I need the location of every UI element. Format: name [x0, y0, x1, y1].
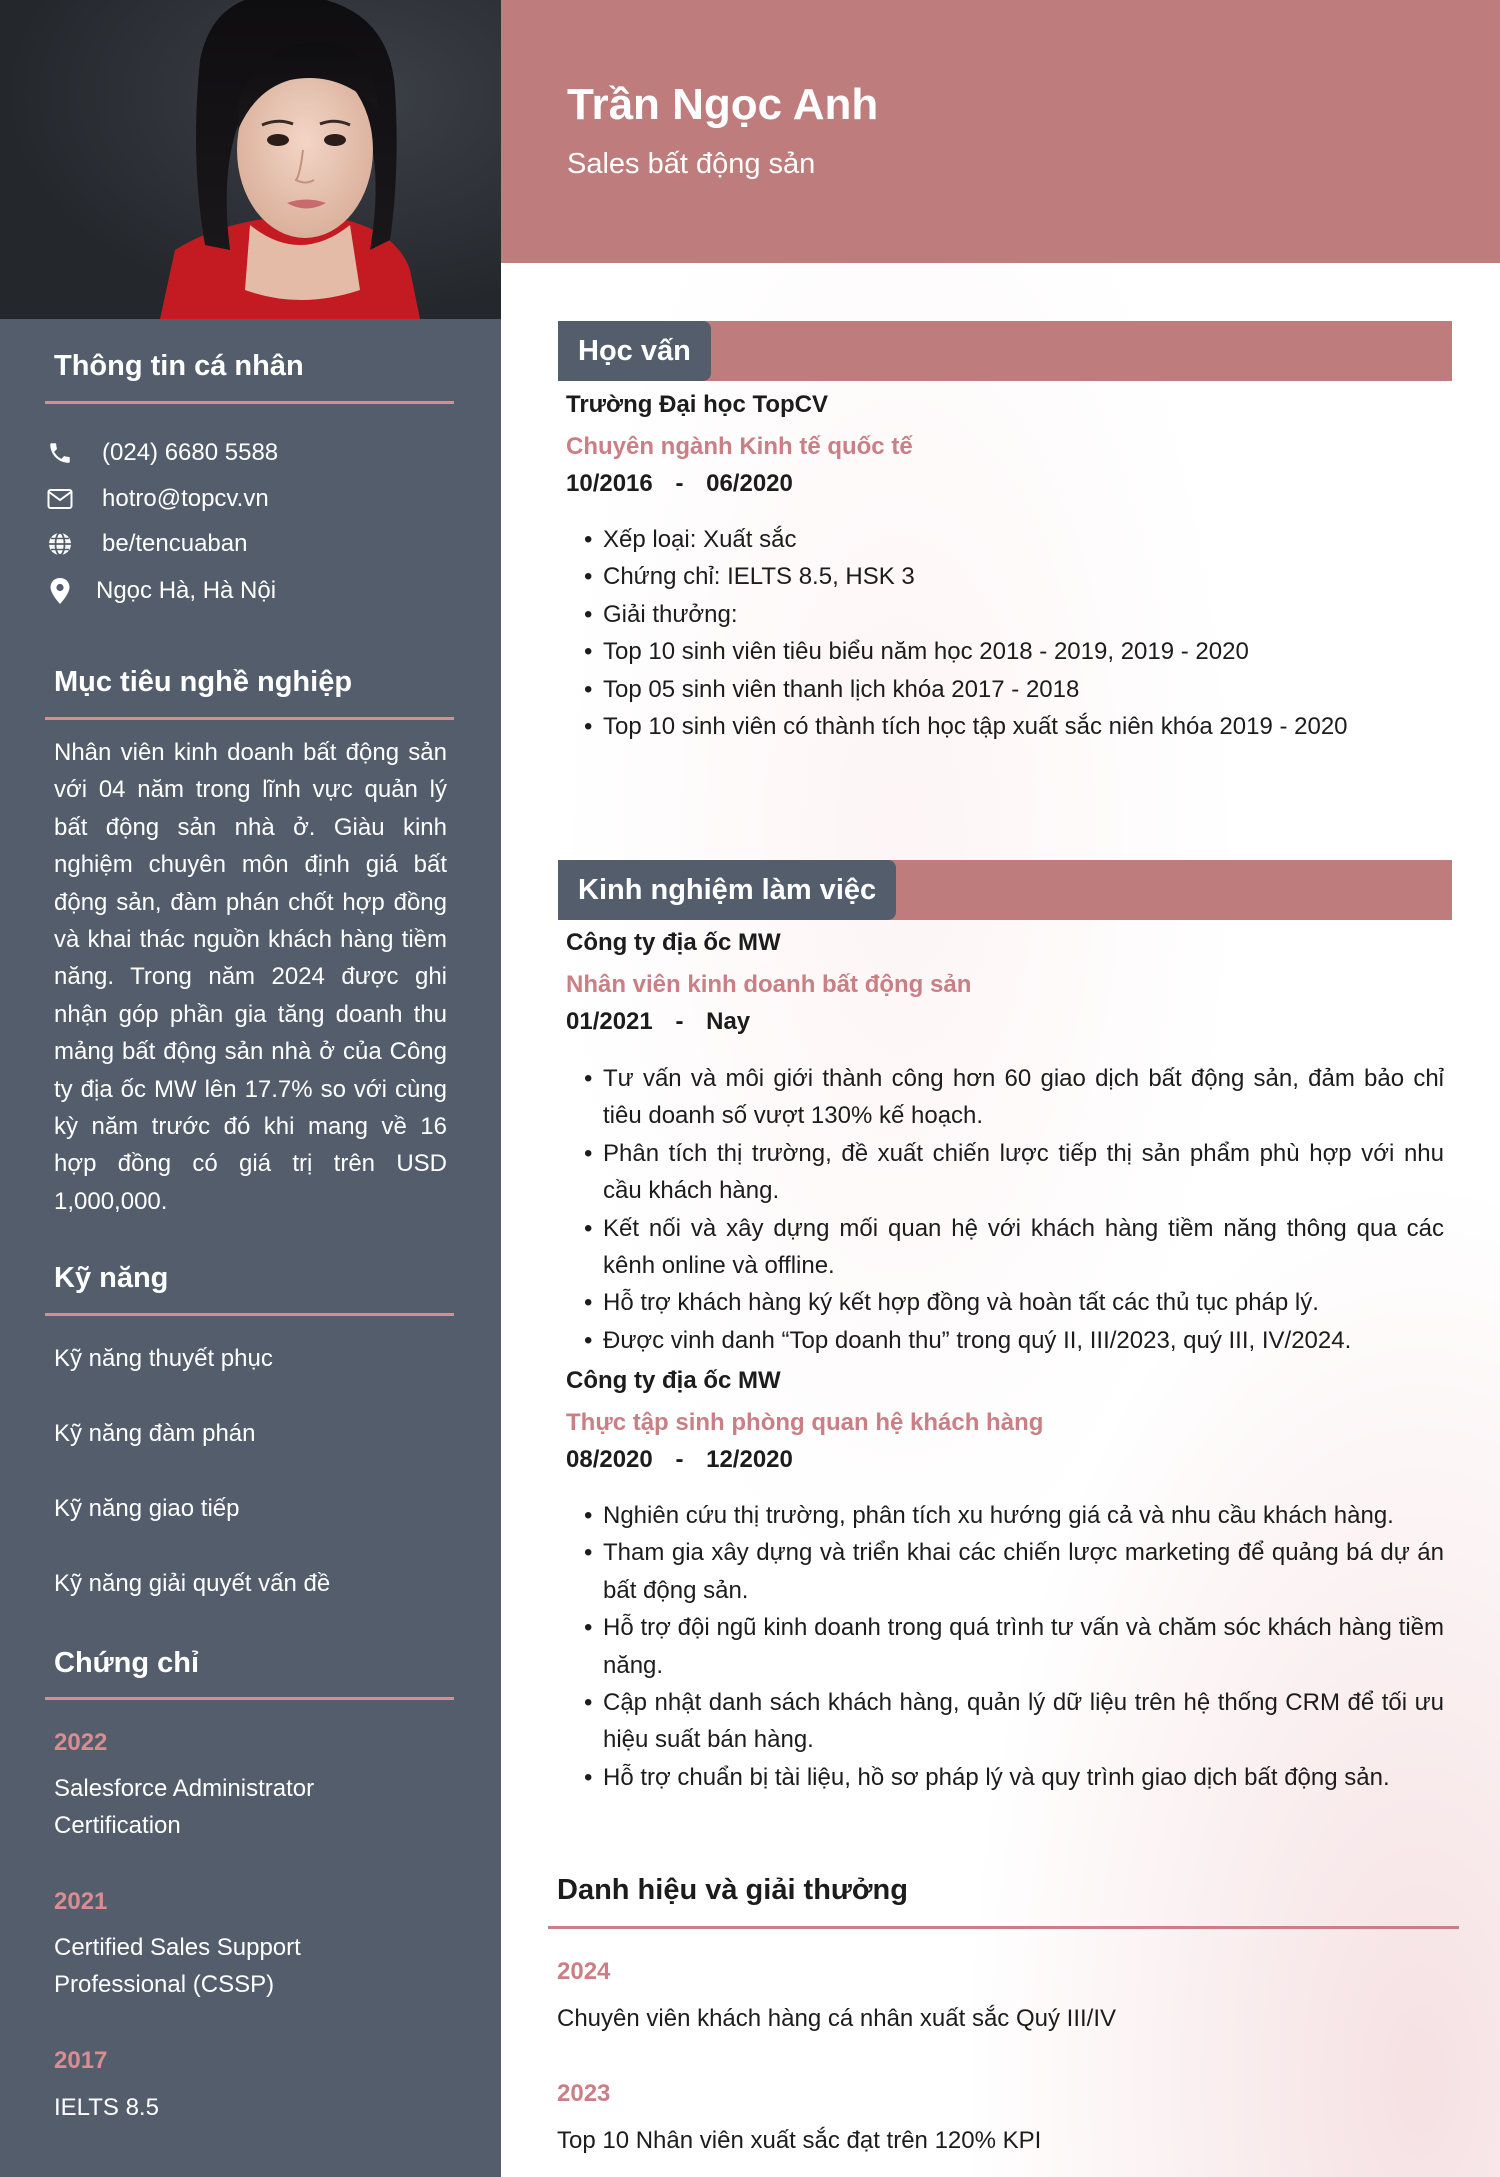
skill-item: Kỹ năng giao tiếp — [54, 1495, 240, 1522]
skill-item: Kỹ năng đàm phán — [54, 1420, 256, 1447]
job-responsibilities — [582, 1060, 1444, 1359]
experience-heading: Kinh nghiệm làm việc — [558, 860, 896, 920]
sidebar — [0, 0, 501, 2177]
list-item: • Top 10 sinh viên tiêu biểu năm học 2018 - 2019, 2019 - 2020 — [582, 633, 1444, 670]
address-text: Ngọc Hà, Hà Nội — [96, 577, 277, 604]
education-major: Chuyên ngành Kinh tế quốc tế — [566, 433, 913, 460]
certificate-year: 2017 — [54, 2047, 108, 2074]
list-item: • Hỗ trợ đội ngũ kinh doanh trong quá trình tư vấn và chăm sóc khách hàng tiềm năng. — [582, 1609, 1444, 1684]
list-item: • Hỗ trợ khách hàng ký kết hợp đồng và hoàn tất các thủ tục pháp lý. — [582, 1284, 1444, 1321]
contact-email — [44, 482, 269, 516]
period-separator: - — [675, 1446, 684, 1473]
period-end: Nay — [706, 1008, 751, 1035]
award-year: 2024 — [557, 1958, 611, 1985]
contact-address — [44, 574, 276, 608]
education-heading: Học vấn — [558, 321, 711, 381]
envelope-icon — [44, 483, 76, 515]
certificate-year: 2022 — [54, 1729, 108, 1756]
certificates-divider — [45, 1697, 454, 1700]
education-school: Trường Đại học TopCV — [566, 391, 828, 418]
period-end: 06/2020 — [706, 470, 793, 497]
period-separator: - — [675, 1008, 684, 1035]
contact-phone — [44, 436, 278, 470]
list-item: • Top 05 sinh viên thanh lịch khóa 2017 - 2018 — [582, 671, 1444, 708]
awards-divider — [548, 1926, 1459, 1929]
award-name: Top 10 Nhân viên xuất sắc đạt trên 120% KPI — [557, 2127, 1042, 2154]
career-objective-text: Nhân viên kinh doanh bất động sản với 04 năm trong lĩnh vực quản lý bất động sản nhà ở. Giàu kinh nghiệm chuyên môn định giá bất động sản, đàm phán chốt hợp đồng và khai thác nguồn khách hàng tiềm năng. Trong năm 2024 được ghi nhận góp phần gia tăng doanh thu mảng bất động sản nhà ở của Công ty địa ốc MW lên 17.7% so với cùng kỳ năm trước đó khi mang về 16 hợp đồng có giá trị trên USD 1,000,000. — [54, 739, 447, 1215]
map-pin-icon — [44, 575, 76, 607]
skill-item: Kỹ năng thuyết phục — [54, 1345, 273, 1372]
candidate-name: Trần Ngọc Anh — [567, 80, 879, 129]
certificate-name: Salesforce Administrator Certification — [54, 1775, 315, 1839]
list-item: • Giải thưởng: — [582, 596, 1444, 633]
education-details — [582, 521, 1444, 745]
globe-icon — [44, 528, 76, 560]
personal-info-divider — [45, 401, 454, 404]
certificate-name: IELTS 8.5 — [54, 2094, 159, 2121]
list-item: • Kết nối và xây dựng mối quan hệ với khách hàng tiềm năng thông qua các kênh online và offline. — [582, 1210, 1444, 1285]
profile-photo — [0, 0, 501, 319]
list-item: • Tham gia xây dựng và triển khai các chiến lược marketing để quảng bá dự án bất động sản. — [582, 1534, 1444, 1609]
job-period — [566, 1008, 750, 1036]
cv-header — [501, 0, 1500, 263]
skill-item: Kỹ năng giải quyết vấn đề — [54, 1570, 331, 1597]
email-address[interactable]: hotro@topcv.vn — [102, 485, 269, 512]
certificates-heading: Chứng chỉ — [54, 1647, 200, 1679]
job-company: Công ty địa ốc MW — [566, 1367, 781, 1394]
period-end: 12/2020 — [706, 1446, 793, 1473]
career-objective-heading: Mục tiêu nghề nghiệp — [54, 666, 353, 698]
list-item: • Cập nhật danh sách khách hàng, quản lý dữ liệu trên hệ thống CRM để tối ưu hiệu suất bán hàng. — [582, 1684, 1444, 1759]
phone-icon — [44, 437, 76, 469]
certificate-name: Certified Sales Support Professional (CSSP) — [54, 1934, 301, 1998]
education-section-bar — [558, 321, 1452, 381]
certificate-year: 2021 — [54, 1888, 108, 1915]
list-item: • Xếp loại: Xuất sắc — [582, 521, 1444, 558]
candidate-job-title: Sales bất động sản — [567, 148, 816, 180]
personal-info-heading: Thông tin cá nhân — [54, 350, 304, 382]
list-item: • Hỗ trợ chuẩn bị tài liệu, hồ sơ pháp lý và quy trình giao dịch bất động sản. — [582, 1759, 1444, 1796]
skills-divider — [45, 1313, 454, 1316]
list-item: • Chứng chỉ: IELTS 8.5, HSK 3 — [582, 558, 1444, 595]
award-name: Chuyên viên khách hàng cá nhân xuất sắc Quý III/IV — [557, 2005, 1117, 2032]
period-separator: - — [675, 470, 684, 497]
list-item: • Được vinh danh “Top doanh thu” trong quý II, III/2023, quý III, IV/2024. — [582, 1322, 1444, 1359]
career-objective-divider — [45, 717, 454, 720]
award-year: 2023 — [557, 2080, 611, 2107]
list-item: • Top 10 sinh viên có thành tích học tập xuất sắc niên khóa 2019 - 2020 — [582, 708, 1444, 745]
awards-heading: Danh hiệu và giải thưởng — [557, 1874, 908, 1906]
job-role: Nhân viên kinh doanh bất động sản — [566, 971, 972, 998]
job-role: Thực tập sinh phòng quan hệ khách hàng — [566, 1409, 1044, 1436]
list-item: • Tư vấn và môi giới thành công hơn 60 giao dịch bất động sản, đảm bảo chỉ tiêu doanh số vượt 130% kế hoạch. — [582, 1060, 1444, 1135]
period-start: 08/2020 — [566, 1446, 653, 1473]
period-start: 01/2021 — [566, 1008, 653, 1035]
job-company: Công ty địa ốc MW — [566, 929, 781, 956]
job-period — [566, 1446, 793, 1474]
list-item: • Nghiên cứu thị trường, phân tích xu hướng giá cả và nhu cầu khách hàng. — [582, 1497, 1444, 1534]
phone-number[interactable]: (024) 6680 5588 — [102, 439, 279, 466]
skills-heading: Kỹ năng — [54, 1262, 169, 1294]
website-link[interactable]: be/tencuaban — [102, 530, 248, 557]
job-responsibilities — [582, 1497, 1444, 1796]
experience-section-bar — [558, 860, 1452, 920]
period-start: 10/2016 — [566, 470, 653, 497]
list-item: • Phân tích thị trường, đề xuất chiến lược tiếp thị sản phẩm phù hợp với nhu cầu khách hàng. — [582, 1135, 1444, 1210]
education-period — [566, 470, 793, 498]
contact-website — [44, 527, 247, 561]
